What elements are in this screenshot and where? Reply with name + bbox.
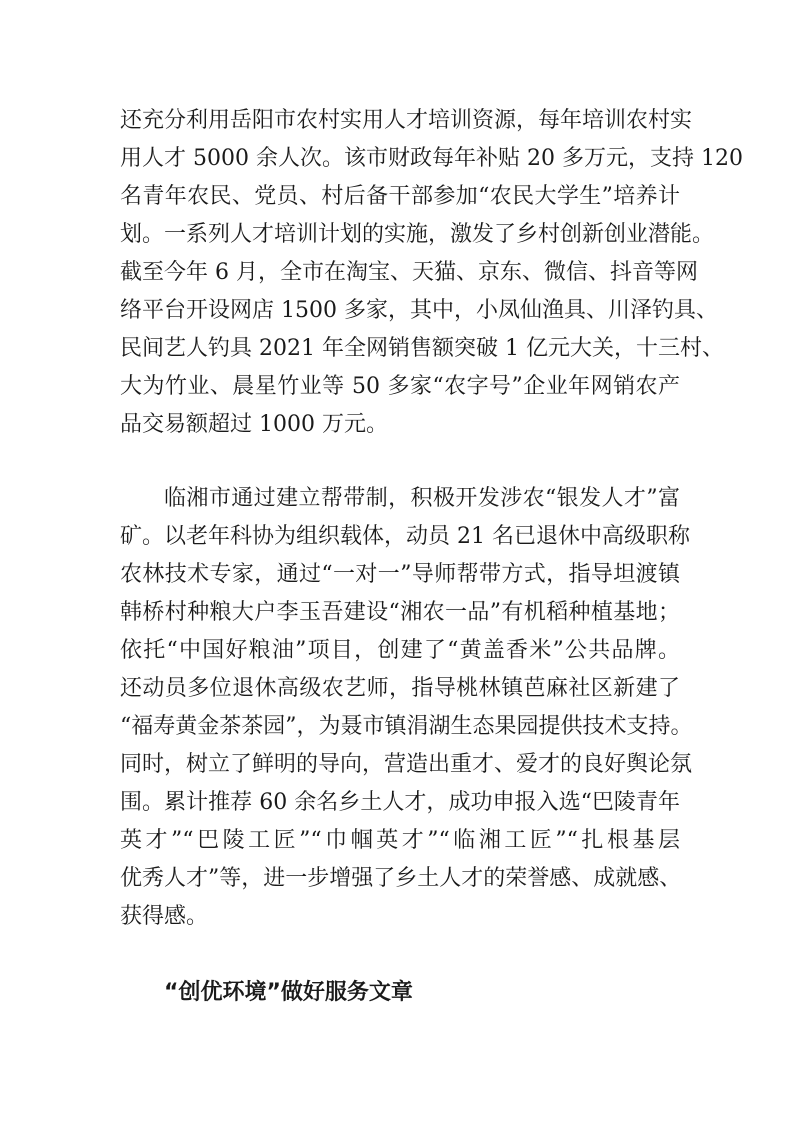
text-line: 大为竹业、晨星竹业等 50 多家“农字号”企业年网销农产 bbox=[120, 374, 680, 399]
text-line: 优秀人才”等，进一步增强了乡土人才的荣誉感、成就感、 bbox=[120, 866, 682, 891]
text-line: 依托“中国好粮油”项目，创建了“黄盖香米”公共品牌。 bbox=[120, 638, 680, 663]
text-line: 农林技术专家，通过“一对一”导师帮带方式，指导坦渡镇 bbox=[120, 562, 680, 587]
text-line: 截至今年 6 月，全市在淘宝、天猫、京东、微信、抖音等网 bbox=[120, 260, 698, 285]
text-line: 临湘市通过建立帮带制，积极开发涉农“银发人才”富 bbox=[164, 486, 680, 511]
text-line: 英才”“巴陵工匠”“巾帼英才”“临湘工匠”“扎根基层 bbox=[120, 828, 680, 853]
text-line: 用人才 5000 余人次。该市财政每年补贴 20 多万元，支持 120 bbox=[120, 146, 743, 171]
text-line: 韩桥村种粮大户李玉吾建设“湘农一品”有机稻种植基地； bbox=[120, 600, 680, 625]
text-line: 矿。以老年科协为组织载体，动员 21 名已退休中高级职称 bbox=[120, 524, 690, 549]
text-line: 还充分利用岳阳市农村实用人才培训资源，每年培训农村实 bbox=[120, 108, 693, 133]
text-line: 获得感。 bbox=[120, 904, 209, 929]
text-line: “福寿黄金茶茶园”，为聂市镇涓湖生态果园提供技术支持。 bbox=[120, 714, 693, 739]
text-line: 络平台开设网店 1500 多家，其中，小凤仙渔具、川泽钓具、 bbox=[120, 298, 718, 323]
section-heading: “创优环境”做好服务文章 bbox=[164, 980, 413, 1005]
text-line: 还动员多位退休高级农艺师，指导桃林镇芭麻社区新建了 bbox=[120, 676, 680, 701]
text-line: 民间艺人钓具 2021 年全网销售额突破 1 亿元大关，十三村、 bbox=[120, 336, 724, 361]
text-line: 名青年农民、党员、村后备干部参加“农民大学生”培养计 bbox=[120, 184, 680, 209]
text-line: 围。累计推荐 60 余名乡土人才，成功申报入选“巴陵青年 bbox=[120, 790, 680, 815]
text-line: 品交易额超过 1000 万元。 bbox=[120, 412, 388, 437]
text-line: 同时，树立了鲜明的导向，营造出重才、爱才的良好舆论氛 bbox=[120, 752, 693, 777]
text-line: 划。一系列人才培训计划的实施，激发了乡村创新创业潜能。 bbox=[120, 222, 715, 247]
